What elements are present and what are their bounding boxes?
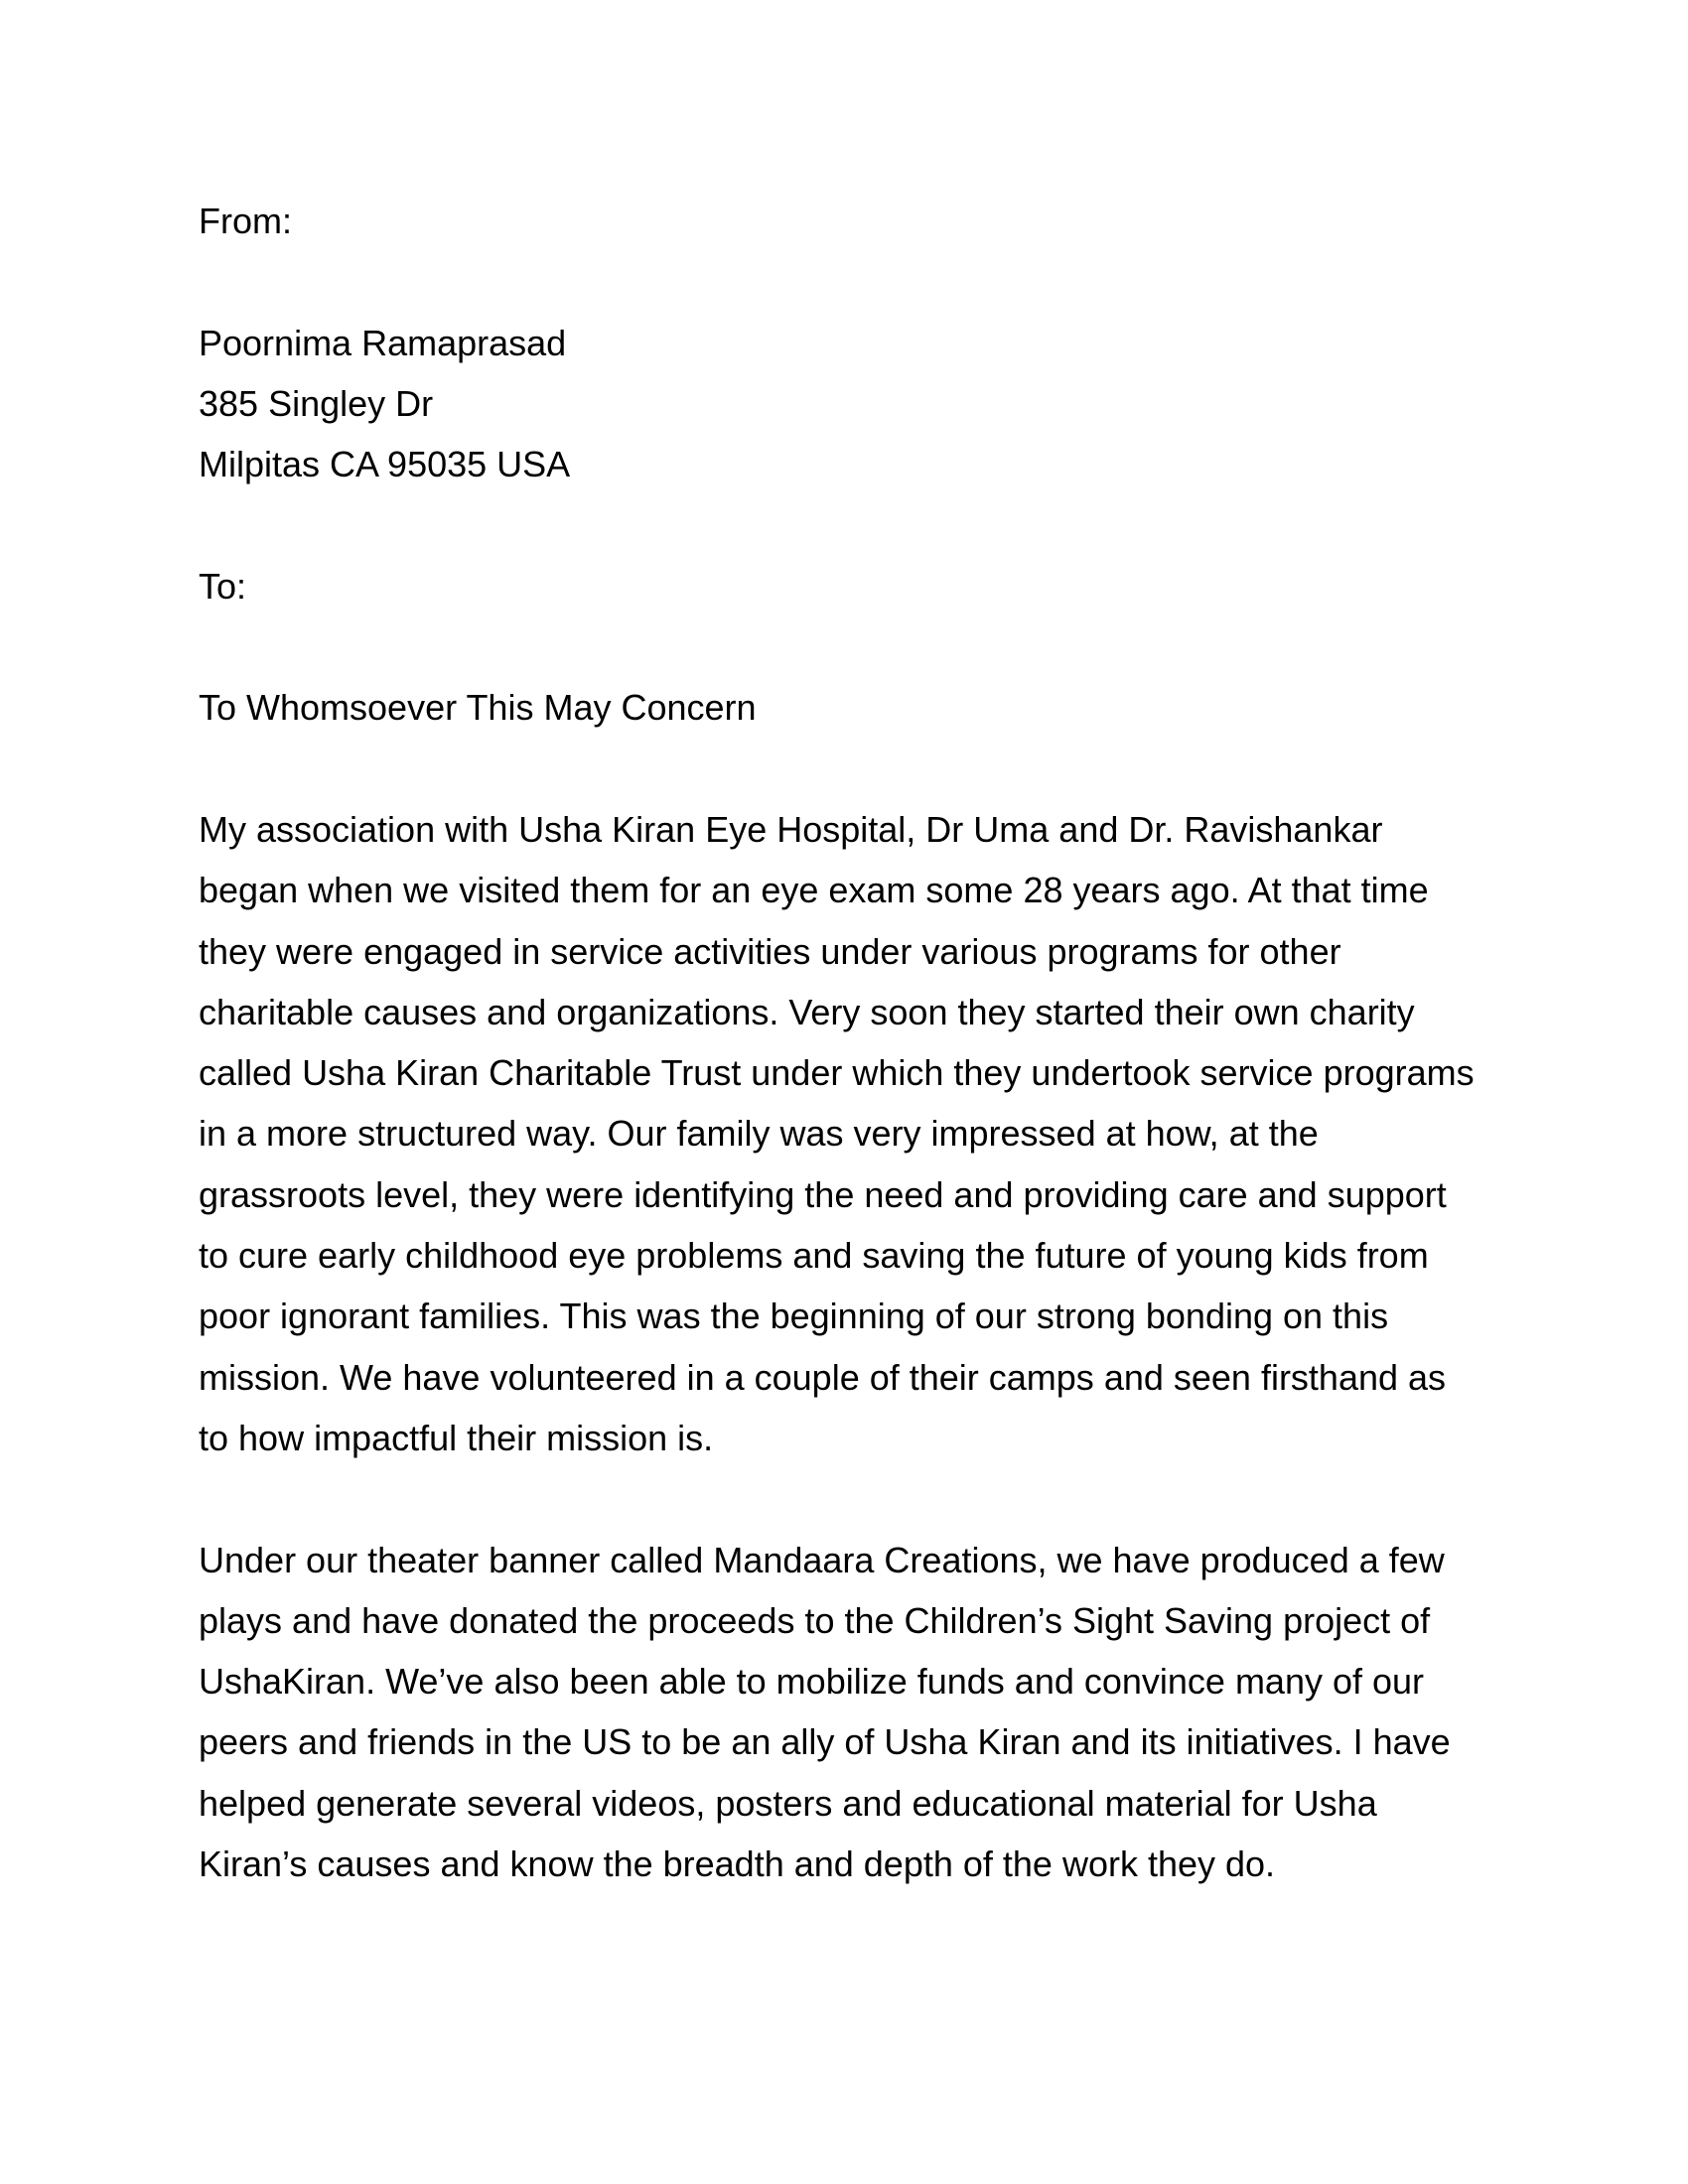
letter-content xyxy=(199,191,1491,1894)
letter-line: began when we visited them for an eye exam some 28 years ago. At that time xyxy=(199,870,1429,911)
body-paragraph-1 xyxy=(199,799,1491,1468)
letter-line: Kiran’s causes and know the breadth and depth of the work they do. xyxy=(199,1843,1276,1885)
letter-line: called Usha Kiran Charitable Trust under which they undertook service programs xyxy=(199,1052,1475,1094)
letter-line: mission. We have volunteered in a couple of their camps and seen firsthand as xyxy=(199,1356,1447,1398)
body-paragraph-2 xyxy=(199,1530,1491,1895)
from-label xyxy=(199,191,1491,251)
letter-line: in a more structured way. Our family was very impressed at how, at the xyxy=(199,1113,1319,1155)
salutation xyxy=(199,677,1491,738)
letter-line: peers and friends in the US to be an ally of Usha Kiran and its initiatives. I have xyxy=(199,1721,1451,1763)
letter-line: helped generate several videos, posters and educational material for Usha xyxy=(199,1782,1377,1824)
letter-line: UshaKiran. We’ve also been able to mobilize funds and convince many of our xyxy=(199,1661,1425,1703)
letter-line: From: xyxy=(199,201,292,241)
letter-line: To: xyxy=(199,565,247,607)
letter-line: Poornima Ramaprasad xyxy=(199,322,567,363)
to-label xyxy=(199,556,1491,616)
letter-line: 385 Singley Dr xyxy=(199,382,434,424)
letter-line: Milpitas CA 95035 USA xyxy=(199,444,571,485)
letter-line: To Whomsoever This May Concern xyxy=(199,687,757,729)
letter-line: to how impactful their mission is. xyxy=(199,1417,714,1458)
letter-line: they were engaged in service activities under various programs for other xyxy=(199,930,1341,972)
letter-line: poor ignorant families. This was the beginning of our strong bonding on this xyxy=(199,1296,1389,1337)
letter-line: plays and have donated the proceeds to the Children’s Sight Saving project of xyxy=(199,1599,1431,1641)
letter-line: grassroots level, they were identifying the need and providing care and support xyxy=(199,1173,1447,1215)
letter-line: Under our theater banner called Mandaara Creations, we have produced a few xyxy=(199,1539,1445,1580)
letter-line: charitable causes and organizations. Very soon they started their own charity xyxy=(199,991,1415,1032)
sender-address xyxy=(199,313,1491,495)
letter-line: My association with Usha Kiran Eye Hospital, Dr Uma and Dr. Ravishankar xyxy=(199,808,1383,850)
letter-line: to cure early childhood eye problems and saving the future of young kids from xyxy=(199,1235,1429,1277)
